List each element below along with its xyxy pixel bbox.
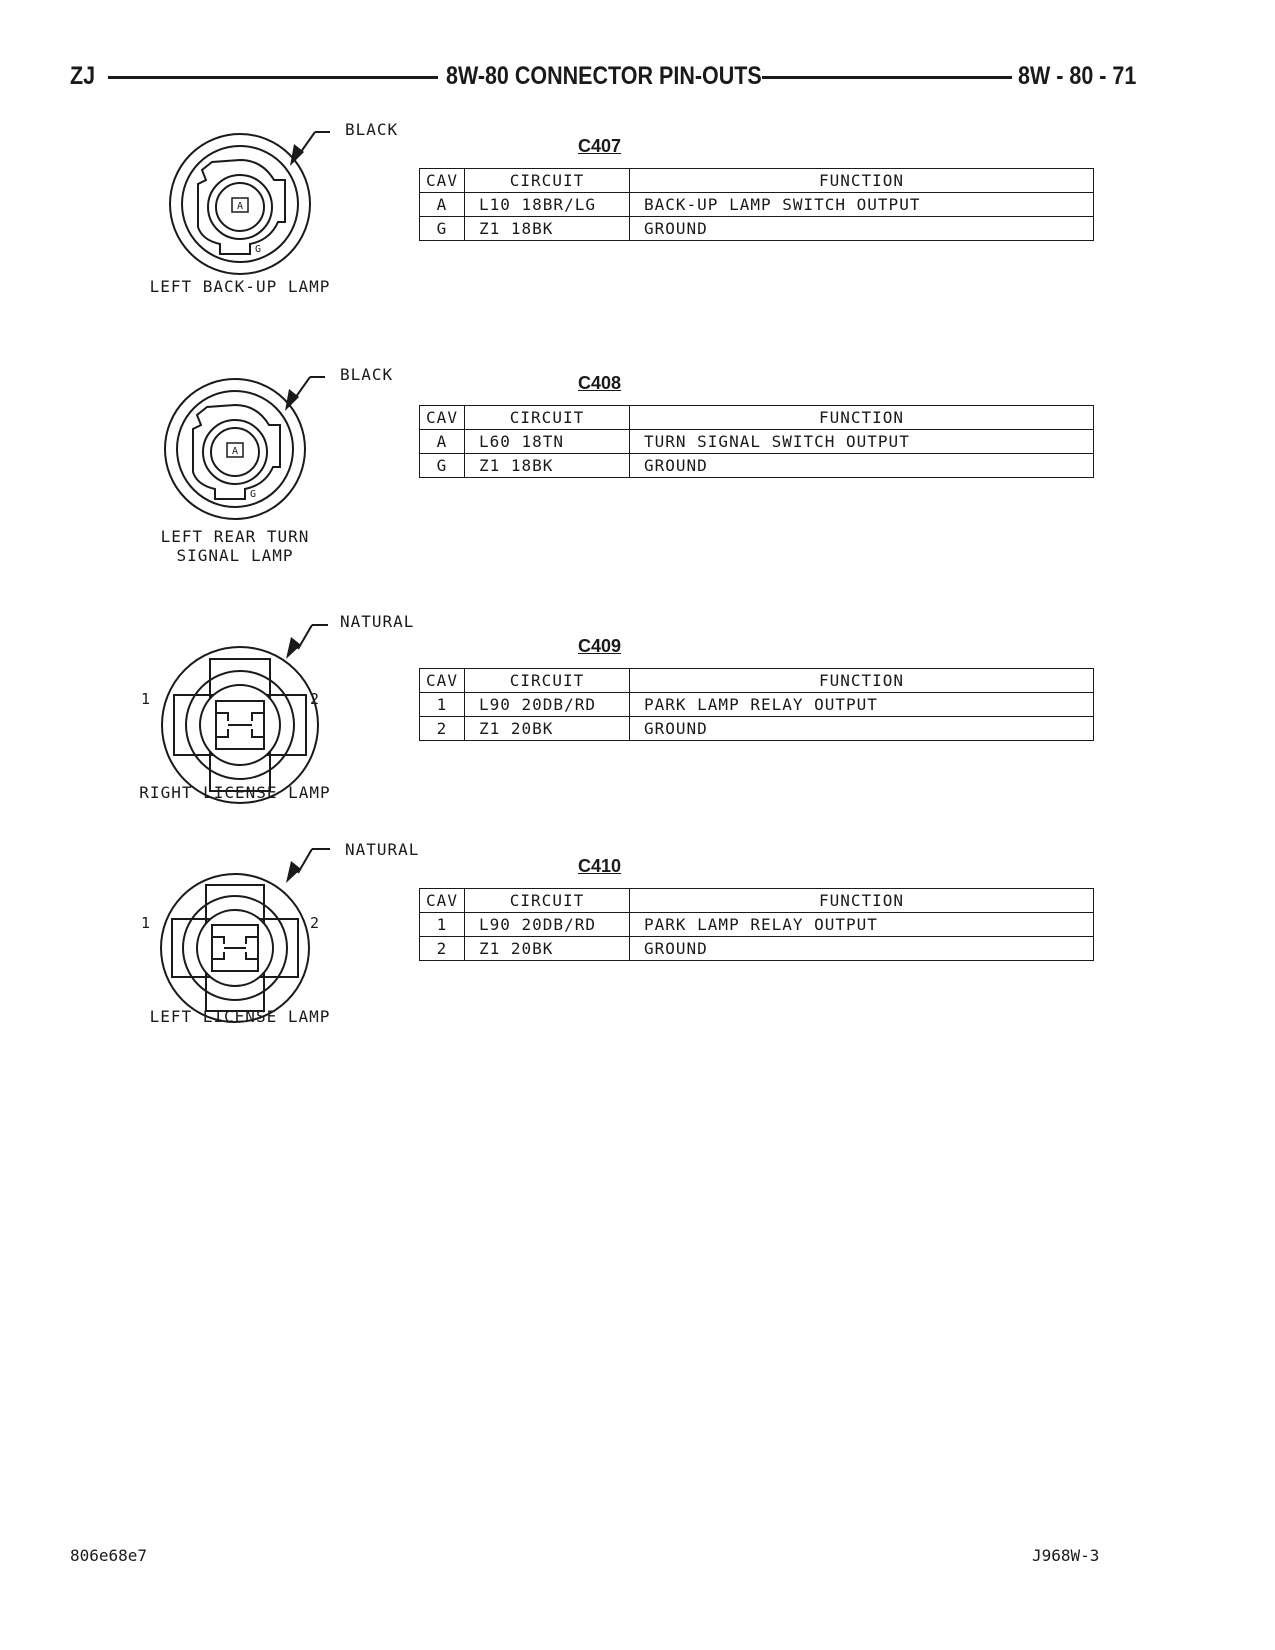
column-header-cav: CAV (420, 669, 465, 693)
cavity-mark-1: 1 (141, 914, 151, 932)
function-cell: GROUND (630, 717, 1094, 741)
table-header-row (420, 889, 1094, 913)
connector-name: RIGHT LICENSE LAMP (139, 783, 331, 802)
cav-cell: 1 (420, 913, 465, 937)
cav-cell: 2 (420, 717, 465, 741)
connector-name: LEFT BACK-UP LAMP (149, 277, 331, 296)
circuit-cell: L10 18BR/LG (465, 193, 630, 217)
function-cell: TURN SIGNAL SWITCH OUTPUT (630, 430, 1094, 454)
header-rule-right (762, 76, 1012, 79)
circuit-cell: L60 18TN (465, 430, 630, 454)
connector-block-c407 (0, 122, 1275, 382)
connector-id: C410 (578, 856, 622, 876)
table-header-row (420, 669, 1094, 693)
connector-block-c409 (0, 612, 1275, 875)
column-header-function: FUNCTION (630, 889, 1094, 913)
footer-left-code: 806e68e7 (70, 1546, 148, 1565)
column-header-circuit: CIRCUIT (465, 169, 630, 193)
pinout-table-c408 (419, 405, 1094, 478)
connector-color-label: BLACK (345, 120, 399, 139)
connector-diagram-c410 (140, 843, 440, 1093)
table-row (420, 717, 1094, 741)
connector-id: C407 (578, 136, 622, 156)
circuit-cell: Z1 20BK (465, 937, 630, 961)
column-header-cav: CAV (420, 889, 465, 913)
cavity-mark-2: 2 (310, 914, 320, 932)
cavity-mark-g: G (254, 244, 262, 255)
page-number: 8W - 80 - 71 (1018, 62, 1137, 90)
column-header-function: FUNCTION (630, 169, 1094, 193)
header-rule-left (108, 76, 438, 79)
connector-name: LEFT REAR TURN SIGNAL LAMP (160, 527, 310, 565)
function-cell: PARK LAMP RELAY OUTPUT (630, 693, 1094, 717)
cavity-mark-2: 2 (310, 690, 320, 708)
connector-color-label: NATURAL (345, 840, 420, 859)
pinout-table-c409 (419, 668, 1094, 741)
circuit-cell: L90 20DB/RD (465, 693, 630, 717)
connector-diagram-c407 (140, 122, 440, 372)
connector-block-c410 (0, 840, 1275, 1103)
function-cell: BACK-UP LAMP SWITCH OUTPUT (630, 193, 1094, 217)
connector-diagram-c408 (140, 367, 440, 617)
cav-cell: A (420, 193, 465, 217)
cav-cell: 1 (420, 693, 465, 717)
connector-block-c408 (0, 367, 1275, 627)
circuit-cell: L90 20DB/RD (465, 913, 630, 937)
pinout-table-c407 (419, 168, 1094, 241)
cavity-mark-a: A (236, 201, 244, 212)
function-cell: GROUND (630, 217, 1094, 241)
pinout-table-c410 (419, 888, 1094, 961)
table-row (420, 193, 1094, 217)
table-row (420, 693, 1094, 717)
column-header-circuit: CIRCUIT (465, 669, 630, 693)
connector-id: C408 (578, 373, 622, 393)
cavity-mark-1: 1 (141, 690, 151, 708)
column-header-circuit: CIRCUIT (465, 406, 630, 430)
connector-id: C409 (578, 636, 622, 656)
table-row (420, 454, 1094, 478)
function-cell: PARK LAMP RELAY OUTPUT (630, 913, 1094, 937)
connector-diagram-c409 (140, 615, 440, 865)
circuit-cell: Z1 18BK (465, 454, 630, 478)
column-header-cav: CAV (420, 406, 465, 430)
connector-name: LEFT LICENSE LAMP (149, 1007, 331, 1026)
cav-cell: G (420, 454, 465, 478)
footer-right-code: J968W-3 (1032, 1546, 1100, 1565)
circuit-cell: Z1 18BK (465, 217, 630, 241)
table-row (420, 430, 1094, 454)
table-header-row (420, 406, 1094, 430)
page-section-code: ZJ (70, 62, 96, 90)
cavity-mark-g: G (249, 489, 257, 500)
page-title: 8W-80 CONNECTOR PIN-OUTS (446, 62, 762, 90)
function-cell: GROUND (630, 454, 1094, 478)
table-header-row (420, 169, 1094, 193)
table-row (420, 937, 1094, 961)
function-cell: GROUND (630, 937, 1094, 961)
column-header-function: FUNCTION (630, 406, 1094, 430)
column-header-circuit: CIRCUIT (465, 889, 630, 913)
table-row (420, 217, 1094, 241)
cavity-mark-a: A (231, 446, 239, 457)
cav-cell: A (420, 430, 465, 454)
column-header-function: FUNCTION (630, 669, 1094, 693)
connector-color-label: NATURAL (340, 612, 415, 631)
cav-cell: G (420, 217, 465, 241)
cav-cell: 2 (420, 937, 465, 961)
connector-color-label: BLACK (340, 365, 394, 384)
circuit-cell: Z1 20BK (465, 717, 630, 741)
column-header-cav: CAV (420, 169, 465, 193)
table-row (420, 913, 1094, 937)
